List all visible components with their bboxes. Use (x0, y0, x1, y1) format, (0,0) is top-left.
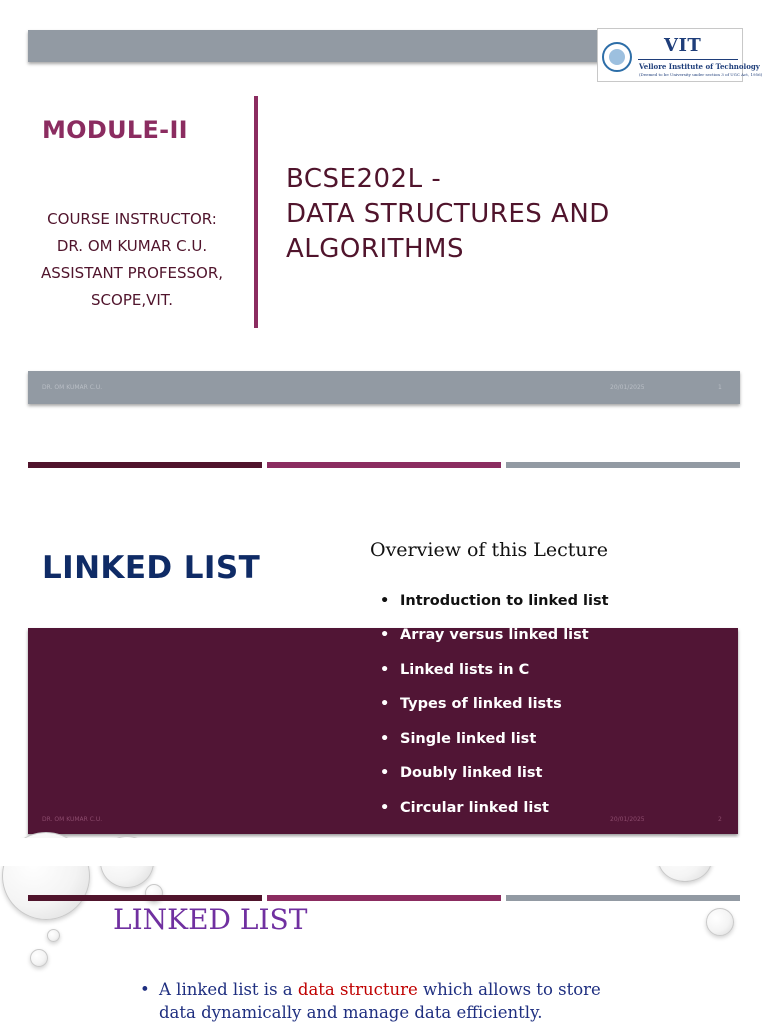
definition-text (159, 978, 640, 1024)
instructor-line: COURSE INSTRUCTOR: (47, 210, 217, 228)
bullet-dot: • (380, 696, 390, 712)
overview-bullet (380, 662, 529, 678)
slide2-title: LINKED LIST (42, 550, 261, 586)
bullet-dot: • (380, 627, 390, 643)
slide1-footer-bar (28, 371, 740, 404)
bullet-dot: • (380, 662, 390, 678)
bullet-dot: • (380, 765, 390, 781)
module-title: MODULE-II (42, 116, 188, 144)
course-line: BCSE202L - (286, 164, 442, 194)
bullet-text: Linked lists in C (400, 662, 530, 678)
divider-segment-dark (28, 462, 262, 468)
overview-bullet (380, 593, 609, 609)
footer-page-number: 1 (718, 384, 722, 391)
overview-bullet (380, 627, 589, 643)
overview-bullet (380, 765, 542, 781)
bullet-text: Doubly linked list (400, 765, 543, 781)
definition-bullet (140, 978, 640, 1024)
definition-highlight: data structure (297, 980, 418, 999)
bullet-dot: • (140, 980, 150, 999)
instructor-line: ASSISTANT PROFESSOR, (40, 264, 224, 282)
divider-segment-dark (28, 895, 262, 901)
course-line: DATA STRUCTURES AND (286, 199, 610, 229)
slide3-title: LINKED LIST (113, 903, 308, 936)
divider-segment-gray (506, 895, 740, 901)
logo-rule (638, 59, 738, 60)
logo-fine-print: (Deemed to be University under section 3 of UGC Act, 1956) (639, 72, 763, 77)
water-drop-decoration (706, 908, 734, 936)
bullet-dot: • (380, 800, 390, 816)
footer-page-number: 2 (718, 816, 722, 823)
bullet-text: Single linked list (400, 731, 537, 747)
definition-part: which allows to store data dynamically and manage data efficiently. (159, 980, 601, 1022)
logo-title: VIT (664, 35, 702, 56)
water-drop-decoration (47, 929, 60, 942)
footer-author: DR. OM KUMAR C.U. (42, 816, 103, 823)
bullet-text: Introduction to linked list (400, 593, 609, 609)
vertical-divider (254, 96, 258, 328)
logo-subtitle: Vellore Institute of Technology (639, 62, 760, 71)
overview-heading: Overview of this Lecture (370, 539, 608, 561)
overview-bullet (380, 696, 562, 712)
slide-gap (0, 838, 768, 866)
bullet-text: Types of linked lists (400, 696, 562, 712)
instructor-block (28, 206, 236, 314)
vit-logo (597, 28, 763, 82)
bullet-dot: • (380, 593, 390, 609)
bullet-text: Circular linked list (400, 800, 549, 816)
course-title (286, 162, 610, 267)
overview-bullet (380, 731, 536, 747)
footer-date: 20/01/2025 (610, 816, 645, 823)
divider-segment-gray (506, 462, 740, 468)
overview-bullet (380, 800, 549, 816)
divider-segment-plum (267, 895, 501, 901)
water-drop-decoration (30, 949, 48, 967)
footer-author: DR. OM KUMAR C.U. (42, 384, 103, 391)
bullet-text: Array versus linked list (400, 627, 589, 643)
divider-segment-plum (267, 462, 501, 468)
university-seal-icon (602, 42, 632, 72)
definition-part: A linked list is a (159, 980, 298, 999)
instructor-line: SCOPE,VIT. (91, 291, 173, 309)
footer-date: 20/01/2025 (610, 384, 645, 391)
bullet-dot: • (380, 731, 390, 747)
instructor-line: DR. OM KUMAR C.U. (56, 237, 208, 255)
course-line: ALGORITHMS (286, 234, 464, 264)
